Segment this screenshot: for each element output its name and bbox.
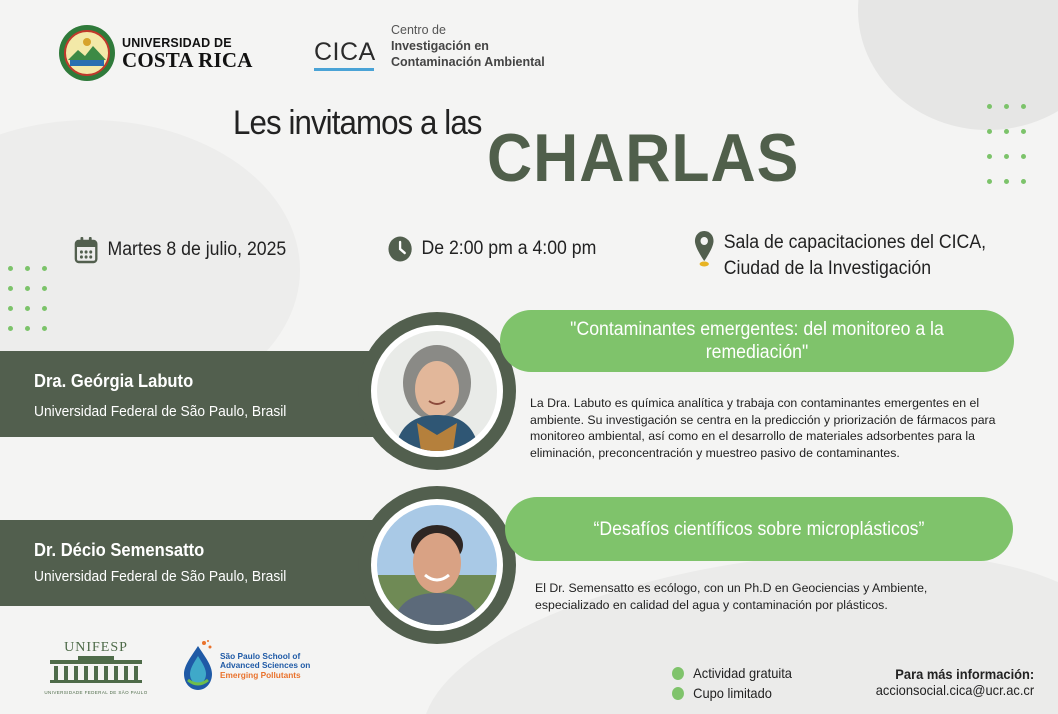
bullet-dot-icon (672, 687, 684, 700)
speaker-bio: El Dr. Semensatto es ecólogo, con un Ph.D en Geociencias y Ambiente, especializado en calidad del agua y contaminación por plásticos. (535, 581, 928, 612)
ucr-name-line1: UNIVERSIDAD DE (122, 36, 232, 50)
cica-desc-line3: Contaminación Ambiental (391, 55, 545, 69)
event-date-text: Martes 8 de julio, 2025 (107, 239, 287, 260)
contact-title: Para más información: (895, 666, 1034, 682)
location-pin-icon (694, 230, 714, 268)
limited-space-bullet (672, 685, 772, 701)
bullet-dot-icon (672, 667, 684, 680)
event-date (74, 236, 286, 264)
talk-title: “Desafíos científicos sobre microplásticos” (593, 518, 925, 540)
speaker-name: Dra. Geórgia Labuto (34, 371, 194, 391)
speaker-photo-frame (358, 312, 516, 470)
calendar-icon (74, 236, 98, 264)
speaker-photo (377, 505, 497, 625)
event-location-line2: Ciudad de la Investigación (723, 258, 932, 279)
event-time (388, 236, 596, 262)
speaker-photo (377, 331, 497, 451)
speaker-photo-frame (358, 486, 516, 644)
decorative-dots (8, 266, 47, 331)
cica-underline (314, 68, 374, 71)
cica-desc-line2: Investigación en (391, 39, 489, 53)
free-activity-bullet (672, 665, 792, 681)
bullet-text: Actividad gratuita (693, 665, 792, 681)
ucr-name-line2: COSTA RICA (122, 48, 253, 72)
sps-line2: Advanced Sciences on (220, 660, 311, 671)
unifesp-subtitle: UNIVERSIDADE FEDERAL DE SÃO PAULO (44, 690, 148, 695)
bullet-text: Cupo limitado (693, 685, 772, 701)
decorative-dots (987, 104, 1026, 184)
sps-line3: Emerging Pollutants (220, 669, 301, 680)
building-icon (48, 656, 144, 684)
unifesp-title: UNIFESP (64, 640, 128, 655)
speaker-band (0, 520, 390, 606)
water-drop-icon (180, 640, 216, 692)
unifesp-logo (44, 640, 148, 695)
contact-email[interactable]: accionsocial.cica@ucr.ac.cr (875, 682, 1034, 698)
invite-heading: Les invitamos a las (233, 104, 482, 142)
talk-title-pill (500, 310, 1014, 372)
event-time-text: De 2:00 pm a 4:00 pm (421, 238, 597, 259)
speaker-affiliation: Universidad Federal de São Paulo, Brasil (34, 403, 287, 420)
page-title: CHARLAS (487, 120, 800, 196)
speaker-bio: La Dra. Labuto es química analítica y trabaja con contaminantes emergentes en el ambiente. Su investigación se centra en la predicción y priorización de fármacos para monitoreo ambiental, así como en el desarrollo de materiales adsorbentes para la eliminación, preconcentración y muestreo pasivo de contaminantes. (530, 396, 996, 460)
sps-logo (180, 640, 310, 692)
ucr-logo (58, 24, 253, 82)
sps-line1: São Paulo School of (220, 650, 301, 661)
event-location-line1: Sala de capacitaciones del CICA, (723, 232, 987, 253)
clock-icon (388, 236, 412, 262)
background-shape (858, 0, 1058, 130)
event-location (694, 230, 986, 282)
cica-desc-line1: Centro de (391, 23, 446, 37)
speaker-affiliation: Universidad Federal de São Paulo, Brasil (34, 568, 287, 585)
speaker-band (0, 351, 390, 437)
cica-wordmark: CICA (314, 38, 376, 66)
cica-description (391, 22, 591, 70)
contact-info (876, 666, 1034, 698)
talk-title-pill (505, 497, 1013, 561)
talk-title: "Contaminantes emergentes: del monitoreo a la remediación" (570, 319, 944, 363)
speaker-name: Dr. Décio Semensatto (34, 540, 205, 560)
ucr-seal-icon (58, 24, 116, 82)
